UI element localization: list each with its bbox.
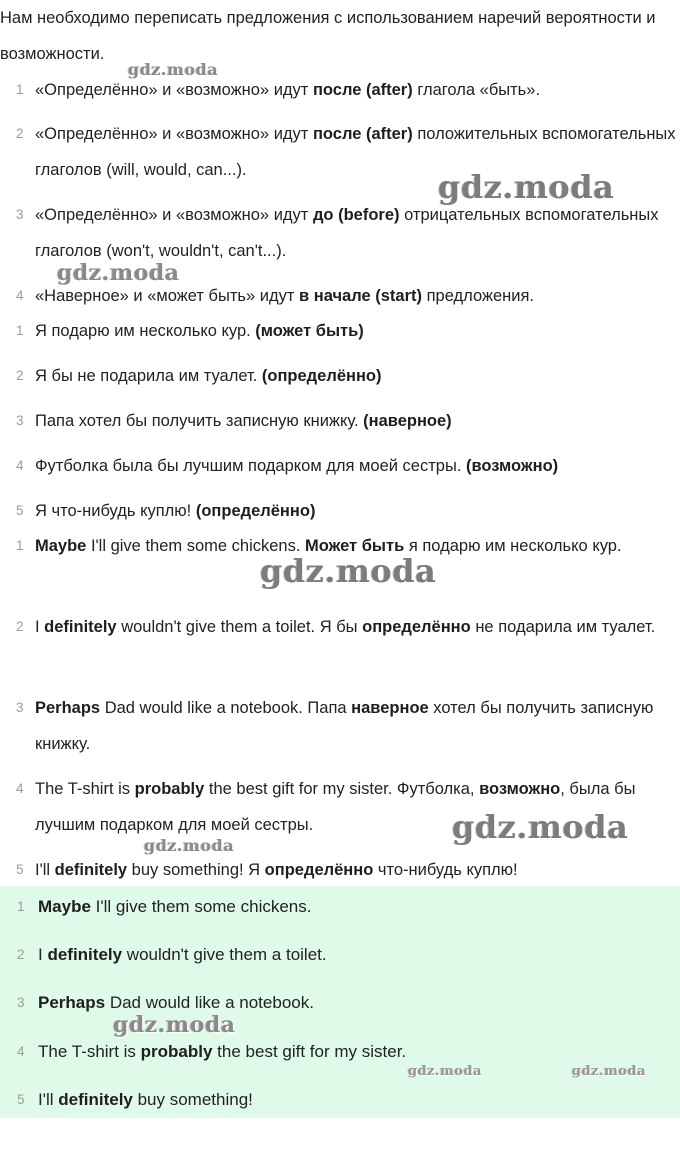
list-number: 2 bbox=[16, 368, 24, 383]
rule-item bbox=[0, 72, 676, 108]
rule-item bbox=[0, 197, 676, 269]
rule-text bbox=[35, 72, 676, 108]
text-run: предложения. bbox=[422, 287, 535, 305]
list-number: 4 bbox=[16, 781, 24, 796]
bold-phrase: Может быть bbox=[305, 537, 405, 555]
list-number: 4 bbox=[17, 1044, 25, 1059]
bold-phrase: probably bbox=[134, 780, 205, 798]
bold-phrase: в начале (start) bbox=[299, 287, 423, 305]
translation-text bbox=[35, 690, 676, 762]
list-number: 3 bbox=[16, 207, 24, 222]
watermark-logo: gdz.moda bbox=[438, 168, 615, 206]
text-run: не подарила им туалет. bbox=[470, 618, 656, 636]
text-run: «Определённо» и «возможно» идут bbox=[35, 125, 313, 143]
watermark-logo: gdz.moda bbox=[572, 1064, 647, 1079]
bold-phrase: наверное bbox=[351, 699, 429, 717]
task-item bbox=[0, 358, 676, 394]
rule-text bbox=[35, 197, 676, 269]
text-run: the best gift for my sister. Футболка, bbox=[204, 780, 480, 798]
list-number: 5 bbox=[16, 503, 24, 518]
answer-text bbox=[38, 1037, 676, 1067]
list-number: 2 bbox=[17, 947, 25, 962]
text-run: хотел бы получить записную книжку. bbox=[35, 699, 654, 753]
bold-phrase: Maybe bbox=[35, 537, 87, 555]
bold-phrase: definitely bbox=[47, 945, 123, 964]
rule-item bbox=[0, 278, 676, 314]
answer-item bbox=[0, 892, 676, 922]
text-run: I'll give them some chickens. bbox=[86, 537, 306, 555]
bold-phrase: definitely bbox=[54, 861, 128, 879]
translation-item bbox=[0, 690, 676, 762]
answer-item bbox=[0, 940, 676, 970]
text-run: положительных вспомогательных глаголов (will, would, can...). bbox=[35, 125, 676, 179]
text-run: я подарю им несколько кур. bbox=[404, 537, 622, 555]
text-run: buy something! Я bbox=[127, 861, 265, 879]
task-item bbox=[0, 403, 676, 439]
text-run: I'll give them some chickens. bbox=[90, 897, 312, 916]
list-number: 1 bbox=[16, 538, 24, 553]
text-run: , была бы лучшим подарком для моей сестры. bbox=[35, 780, 636, 834]
answer-item bbox=[0, 1085, 676, 1115]
task-item bbox=[0, 313, 676, 349]
list-number: 3 bbox=[16, 700, 24, 715]
text-run: «Наверное» и «может быть» идут bbox=[35, 287, 300, 305]
task-item bbox=[0, 448, 676, 484]
text-run: wouldn't give them a toilet. bbox=[122, 945, 327, 964]
list-number: 3 bbox=[17, 995, 25, 1010]
text-run: что-нибудь куплю! bbox=[373, 861, 518, 879]
list-number: 4 bbox=[16, 458, 24, 473]
list-number: 1 bbox=[16, 323, 24, 338]
list-number: 2 bbox=[16, 126, 24, 141]
watermark-logo: gdz.moda bbox=[144, 836, 235, 855]
answer-text bbox=[38, 1085, 676, 1115]
answer-text bbox=[38, 892, 676, 922]
text-run: Dad would like a notebook. bbox=[105, 993, 314, 1012]
text-run: Я подарю им несколько кур. bbox=[35, 322, 256, 340]
translation-item bbox=[0, 609, 676, 645]
text-run: отрицательных вспомогательных глаголов (won't, wouldn't, can't...). bbox=[35, 206, 659, 260]
intro-text: Нам необходимо переписать предложения с использованием наречий вероятности и возможности. bbox=[0, 9, 656, 63]
answer-text bbox=[38, 988, 676, 1018]
bold-phrase: probably bbox=[140, 1042, 213, 1061]
translation-item bbox=[0, 852, 676, 888]
bold-phrase: (наверное) bbox=[363, 412, 452, 430]
rule-text bbox=[35, 278, 676, 314]
watermark-logo: gdz.moda bbox=[57, 260, 180, 286]
bold-phrase: definitely bbox=[44, 618, 117, 636]
bold-phrase: Maybe bbox=[38, 897, 91, 916]
task-text bbox=[35, 403, 676, 439]
translation-text bbox=[35, 528, 676, 564]
bold-phrase: возможно bbox=[479, 780, 561, 798]
bold-phrase: определённо bbox=[362, 618, 471, 636]
rule-text bbox=[35, 116, 676, 188]
text-run: buy something! bbox=[132, 1090, 253, 1109]
task-text bbox=[35, 493, 676, 529]
bold-phrase: после (after) bbox=[312, 81, 413, 99]
translation-text bbox=[35, 771, 676, 843]
text-run: I bbox=[35, 618, 45, 636]
text-run: «Определённо» и «возможно» идут bbox=[35, 81, 313, 99]
list-number: 5 bbox=[17, 1092, 25, 1107]
bold-phrase: (может быть) bbox=[255, 322, 364, 340]
list-number: 3 bbox=[16, 413, 24, 428]
answer-item bbox=[0, 1037, 676, 1067]
bold-phrase: Perhaps bbox=[38, 993, 106, 1012]
task-text bbox=[35, 358, 676, 394]
text-run: Папа хотел бы получить записную книжку. bbox=[35, 412, 364, 430]
text-run: «Определённо» и «возможно» идут bbox=[35, 206, 313, 224]
text-run: Я бы не подарила им туалет. bbox=[35, 367, 262, 385]
bold-phrase: после (after) bbox=[312, 125, 413, 143]
list-number: 1 bbox=[16, 82, 24, 97]
translation-text bbox=[35, 852, 676, 888]
watermark-logo: gdz.moda bbox=[260, 552, 437, 590]
text-run: the best gift for my sister. bbox=[212, 1042, 407, 1061]
list-number: 5 bbox=[16, 862, 24, 877]
task-text bbox=[35, 448, 676, 484]
rule-item bbox=[0, 116, 676, 188]
answer-box bbox=[0, 886, 680, 1118]
answer-item bbox=[0, 988, 676, 1018]
text-run: The T-shirt is bbox=[35, 780, 135, 798]
text-run: Футболка была бы лучшим подарком для моей сестры. bbox=[35, 457, 466, 475]
text-run: Я что-нибудь куплю! bbox=[35, 502, 196, 520]
text-run: глагола «быть». bbox=[412, 81, 541, 99]
translation-text bbox=[35, 609, 676, 645]
bold-phrase: (определённо) bbox=[195, 502, 316, 520]
watermark-logo: gdz.moda bbox=[113, 1012, 236, 1038]
text-run: I bbox=[38, 945, 48, 964]
watermark-logo: gdz.moda bbox=[408, 1064, 483, 1079]
text-run: I'll bbox=[35, 861, 55, 879]
bold-phrase: определённо bbox=[264, 861, 374, 879]
list-number: 2 bbox=[16, 619, 24, 634]
text-run: wouldn't give them a toilet. Я бы bbox=[116, 618, 363, 636]
task-text bbox=[35, 313, 676, 349]
bold-phrase: Perhaps bbox=[35, 699, 101, 717]
answer-text bbox=[38, 940, 676, 970]
bold-phrase: (возможно) bbox=[465, 457, 559, 475]
text-run: The T-shirt is bbox=[38, 1042, 141, 1061]
bold-phrase: definitely bbox=[58, 1090, 133, 1109]
watermark-logo: gdz.moda bbox=[452, 808, 629, 846]
bold-phrase: до (before) bbox=[312, 206, 400, 224]
text-run: Dad would like a notebook. Папа bbox=[100, 699, 352, 717]
translation-item bbox=[0, 771, 676, 843]
task-item bbox=[0, 493, 676, 529]
list-number: 1 bbox=[17, 899, 25, 914]
bold-phrase: (определённо) bbox=[261, 367, 382, 385]
text-run: I'll bbox=[38, 1090, 59, 1109]
list-number: 4 bbox=[16, 288, 24, 303]
watermark-logo: gdz.moda bbox=[128, 60, 219, 79]
translation-item bbox=[0, 528, 676, 564]
